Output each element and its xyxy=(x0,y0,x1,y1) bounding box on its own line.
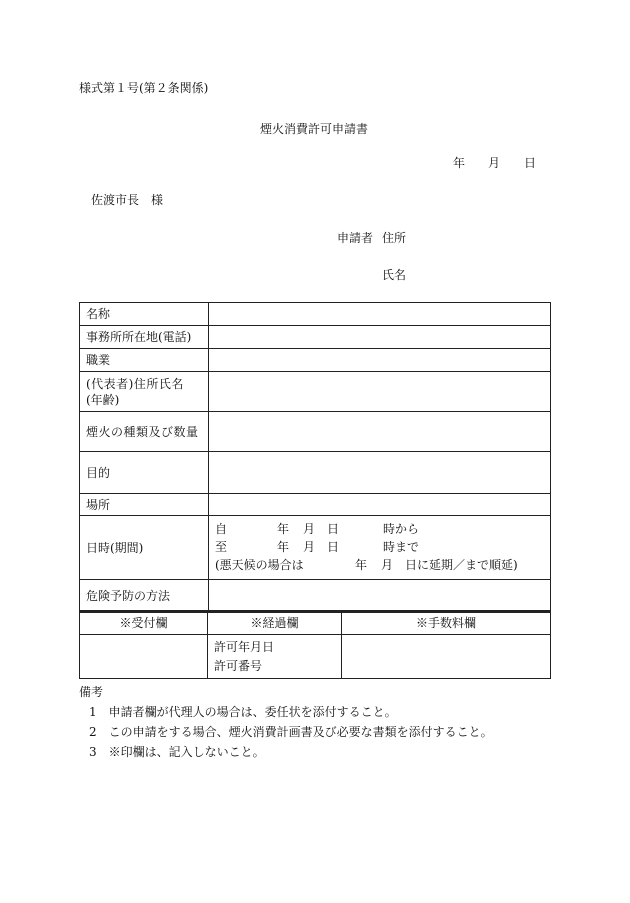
form-row-name xyxy=(80,303,551,326)
form-label-place: 場所 xyxy=(80,494,209,516)
office-use-body-row xyxy=(80,635,551,679)
permit-number-label: 許可番号 xyxy=(214,658,263,673)
form-field-purpose[interactable] xyxy=(209,452,551,494)
to-day: 日 xyxy=(327,539,340,554)
form-row-occupation xyxy=(80,349,551,372)
form-label-datetime: 日時(期間) xyxy=(80,516,209,580)
to-year: 年 xyxy=(277,539,290,554)
notes-section xyxy=(79,682,493,762)
form-field-datetime[interactable] xyxy=(209,516,551,580)
form-row-danger xyxy=(80,580,551,613)
form-row-office xyxy=(80,326,551,349)
form-label-representative xyxy=(80,372,209,412)
form-label-danger: 危険予防の方法 xyxy=(80,580,209,613)
form-field-occupation[interactable] xyxy=(209,349,551,372)
fee-cell xyxy=(342,635,551,679)
form-row-representative xyxy=(80,372,551,412)
date-year-label: 年 xyxy=(453,156,466,170)
note-item-2: 2 この申請をする場合、煙火消費計画書及び必要な書類を添付すること。 xyxy=(89,725,493,739)
office-use-table xyxy=(79,610,551,679)
form-row-place xyxy=(80,494,551,516)
note-item-3: 3 ※印欄は、記入しないこと。 xyxy=(89,745,265,759)
applicant-name-label: 氏名 xyxy=(382,268,407,282)
form-number: 様式第１号(第２条関係) xyxy=(79,81,209,95)
form-row-purpose xyxy=(80,452,551,494)
to-suffix: 時まで xyxy=(383,539,420,554)
bad-weather-year: 年 xyxy=(355,557,368,572)
to-month: 月 xyxy=(303,539,316,554)
datetime-to-line xyxy=(215,539,544,557)
addressee: 佐渡市長 様 xyxy=(91,193,164,207)
form-label-name: 名称 xyxy=(80,303,209,326)
date-month-label: 月 xyxy=(488,156,501,170)
bad-weather-month: 月 xyxy=(381,557,394,572)
from-suffix: 時から xyxy=(383,521,420,536)
representative-label-line1: (代表者)住所氏名 xyxy=(86,376,184,391)
date-day-label: 日 xyxy=(524,156,537,170)
form-label-purpose: 目的 xyxy=(80,452,209,494)
from-day: 日 xyxy=(327,521,340,536)
form-field-place[interactable] xyxy=(209,494,551,516)
reception-cell xyxy=(80,635,208,679)
form-label-occupation: 職業 xyxy=(80,349,209,372)
office-use-header-row xyxy=(80,611,551,635)
form-label-fireworks: 煙火の種類及び数量 xyxy=(80,412,209,452)
form-label-office: 事務所所在地(電話) xyxy=(80,326,209,349)
progress-header: ※経過欄 xyxy=(208,611,342,635)
form-field-fireworks[interactable] xyxy=(209,412,551,452)
application-form-table xyxy=(79,302,551,613)
reception-header: ※受付欄 xyxy=(80,611,208,635)
datetime-bad-weather-line xyxy=(215,557,544,575)
form-row-datetime xyxy=(80,516,551,580)
permit-date-label: 許可年月日 xyxy=(214,639,275,654)
applicant-address-label: 住所 xyxy=(382,231,407,245)
bad-weather-prefix: (悪天候の場合は xyxy=(215,557,304,572)
datetime-from-line xyxy=(215,521,544,539)
bad-weather-suffix: 日に延期／まで順延) xyxy=(405,557,518,572)
progress-cell xyxy=(208,635,342,679)
page-title: 煙火消費許可申請書 xyxy=(260,122,369,136)
from-year: 年 xyxy=(277,521,290,536)
note-item-1: 1 申請者欄が代理人の場合は、委任状を添付すること。 xyxy=(89,705,397,719)
form-row-fireworks xyxy=(80,412,551,452)
from-prefix: 自 xyxy=(215,521,228,536)
notes-heading: 備考 xyxy=(79,685,104,699)
applicant-label: 申請者 xyxy=(337,231,374,245)
form-field-representative[interactable] xyxy=(209,372,551,412)
form-field-name[interactable] xyxy=(209,303,551,326)
form-field-office[interactable] xyxy=(209,326,551,349)
to-prefix: 至 xyxy=(215,539,228,554)
form-field-danger[interactable] xyxy=(209,580,551,613)
from-month: 月 xyxy=(303,521,316,536)
fee-header: ※手数料欄 xyxy=(342,611,551,635)
representative-label-line2: (年齢) xyxy=(86,392,120,407)
